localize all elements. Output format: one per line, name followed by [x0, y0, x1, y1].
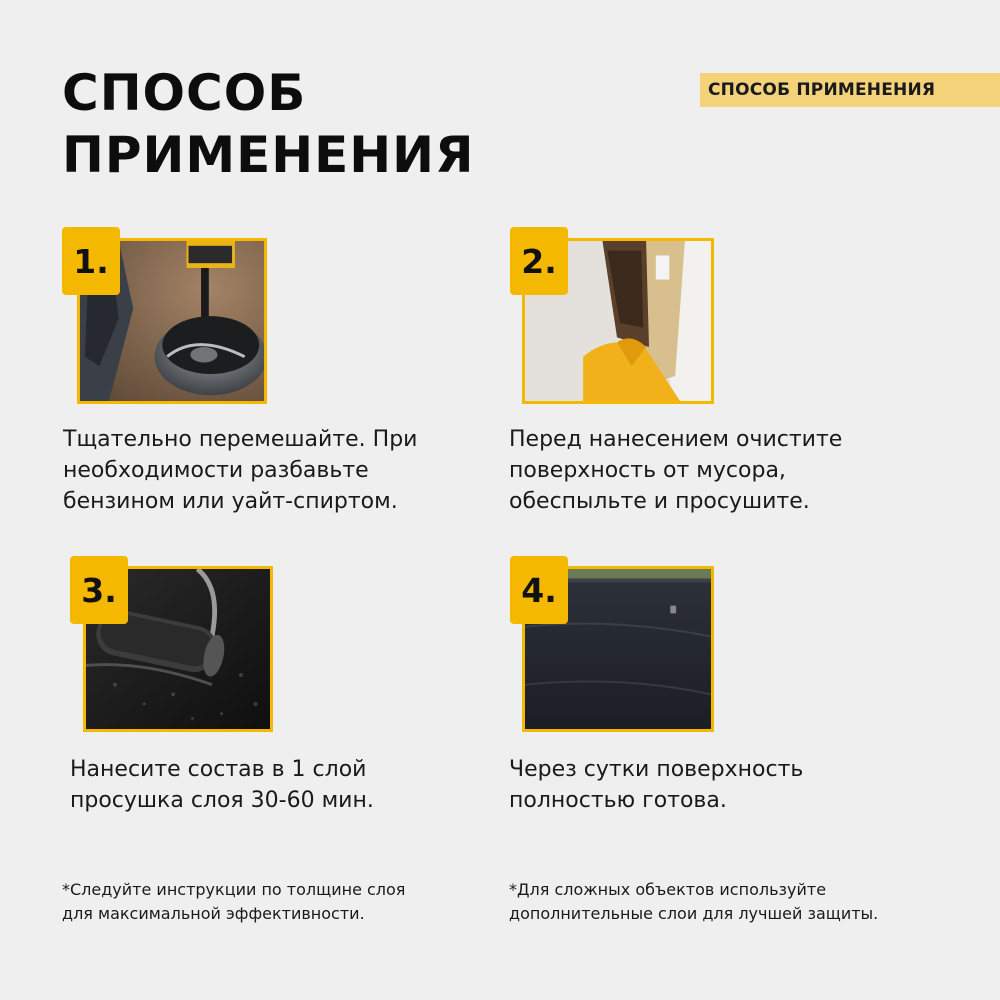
step-2-description: Перед нанесением очистите поверхность от мусора, обеспыльте и просушите. — [509, 427, 843, 514]
section-tag — [700, 73, 1000, 107]
step-4-number-badge: 4. — [510, 556, 568, 624]
step-3-description: Нанесите состав в 1 слой просушка слоя 30-60 мин. — [70, 757, 374, 813]
page-title: СПОСОБ ПРИМЕНЕНИЯ — [62, 64, 475, 184]
step-1-number-badge: 1. — [62, 227, 120, 295]
section-tag-label: СПОСОБ ПРИМЕНЕНИЯ — [708, 80, 936, 100]
step-4-description: Через сутки поверхность полностью готова. — [509, 757, 804, 813]
step-1-description: Тщательно перемешайте. При необходимости разбавьте бензином или уайт-спиртом. — [63, 427, 418, 514]
footnote-left: *Следуйте инструкции по толщине слоя для максимальной эффективности. — [62, 880, 406, 923]
step-3-number-badge: 3. — [70, 556, 128, 624]
step-2-number-badge: 2. — [510, 227, 568, 295]
footnote-right: *Для сложных объектов используйте дополнительные слои для лучшей защиты. — [509, 880, 879, 923]
